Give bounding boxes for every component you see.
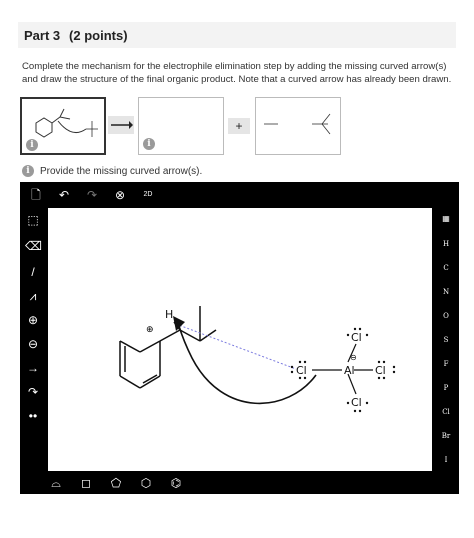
step-panel-3[interactable] [255,97,341,155]
hydrogen-label: H [165,308,174,321]
reaction-arrow-icon[interactable]: → [27,361,39,375]
element-cl[interactable]: Cl [442,408,450,416]
chain-icon[interactable]: ⩘ [29,289,37,303]
drawing-canvas[interactable] [48,208,432,471]
step-3-thumbnail [256,98,340,152]
curved-arrow-icon[interactable]: ↷ [27,385,39,399]
element-palette [433,208,459,468]
step-panel-2[interactable] [138,97,224,155]
pentagon-ring-icon[interactable]: ⬠ [110,476,122,490]
minus-charge: ⊖ [350,353,357,362]
cl-bottom: Cl [351,396,362,409]
plus-charge: ⊕ [146,325,154,335]
drawing-editor [20,182,459,494]
hexagon-ring-icon[interactable]: ⬡ [140,476,152,490]
element-i[interactable]: I [444,456,448,464]
zoom-icon[interactable]: ⊗ [114,188,126,202]
redo-icon[interactable]: ↷ [86,188,98,202]
part-points: (2 points) [69,27,128,43]
lone-pair-icon[interactable]: •• [28,409,38,423]
instructions: Complete the mechanism for the electrophile elimination step by adding the missing curved arrow(s) and draw the structure of the final organic product. Note that a curved arrow has already been drawn. [22,61,452,85]
ring-toolbar [48,472,184,494]
step-panel-1[interactable] [20,97,106,155]
template-icon[interactable]: ⌓ [51,476,61,490]
element-s[interactable]: S [443,336,449,344]
info-icon: i [22,165,34,177]
element-f[interactable]: F [443,360,449,368]
new-document-icon[interactable]: 🗋 [31,188,41,202]
left-toolbar [20,208,46,468]
element-c[interactable]: C [443,264,449,272]
element-br[interactable]: Br [441,432,451,440]
plus-sign: + [228,118,250,134]
info-icon[interactable]: i [143,138,155,150]
mode-2d-button[interactable]: 2D [143,191,153,198]
cl-top: Cl [351,331,362,344]
element-o[interactable]: O [443,312,449,320]
al-label: Al [344,364,355,377]
part-title: Part 3 [24,27,61,43]
undo-icon[interactable]: ↶ [58,188,70,202]
element-n[interactable]: N [442,288,450,296]
reaction-arrow [108,116,134,134]
info-icon[interactable]: i [26,139,38,151]
cl-right: Cl [375,364,386,377]
square-ring-icon[interactable]: ◻ [81,476,91,490]
minus-charge-icon[interactable]: ⊖ [27,337,39,351]
eraser-icon[interactable]: ⌫ [25,239,42,253]
cl-left: Cl [296,364,307,377]
prompt-text: Provide the missing curved arrow(s). [40,165,203,177]
prompt-row [22,165,202,177]
element-h[interactable]: H [442,240,450,248]
element-p[interactable]: P [443,384,449,392]
select-icon[interactable]: ⬚ [27,213,39,227]
periodic-table-icon[interactable]: ▦ [442,214,450,223]
benzene-ring-icon[interactable]: ⌬ [170,476,182,490]
molecule-drawing [48,208,432,471]
plus-charge-icon[interactable]: ⊕ [27,313,39,327]
part-header [18,22,456,48]
bond-icon[interactable]: / [31,265,35,279]
top-toolbar [20,182,459,208]
